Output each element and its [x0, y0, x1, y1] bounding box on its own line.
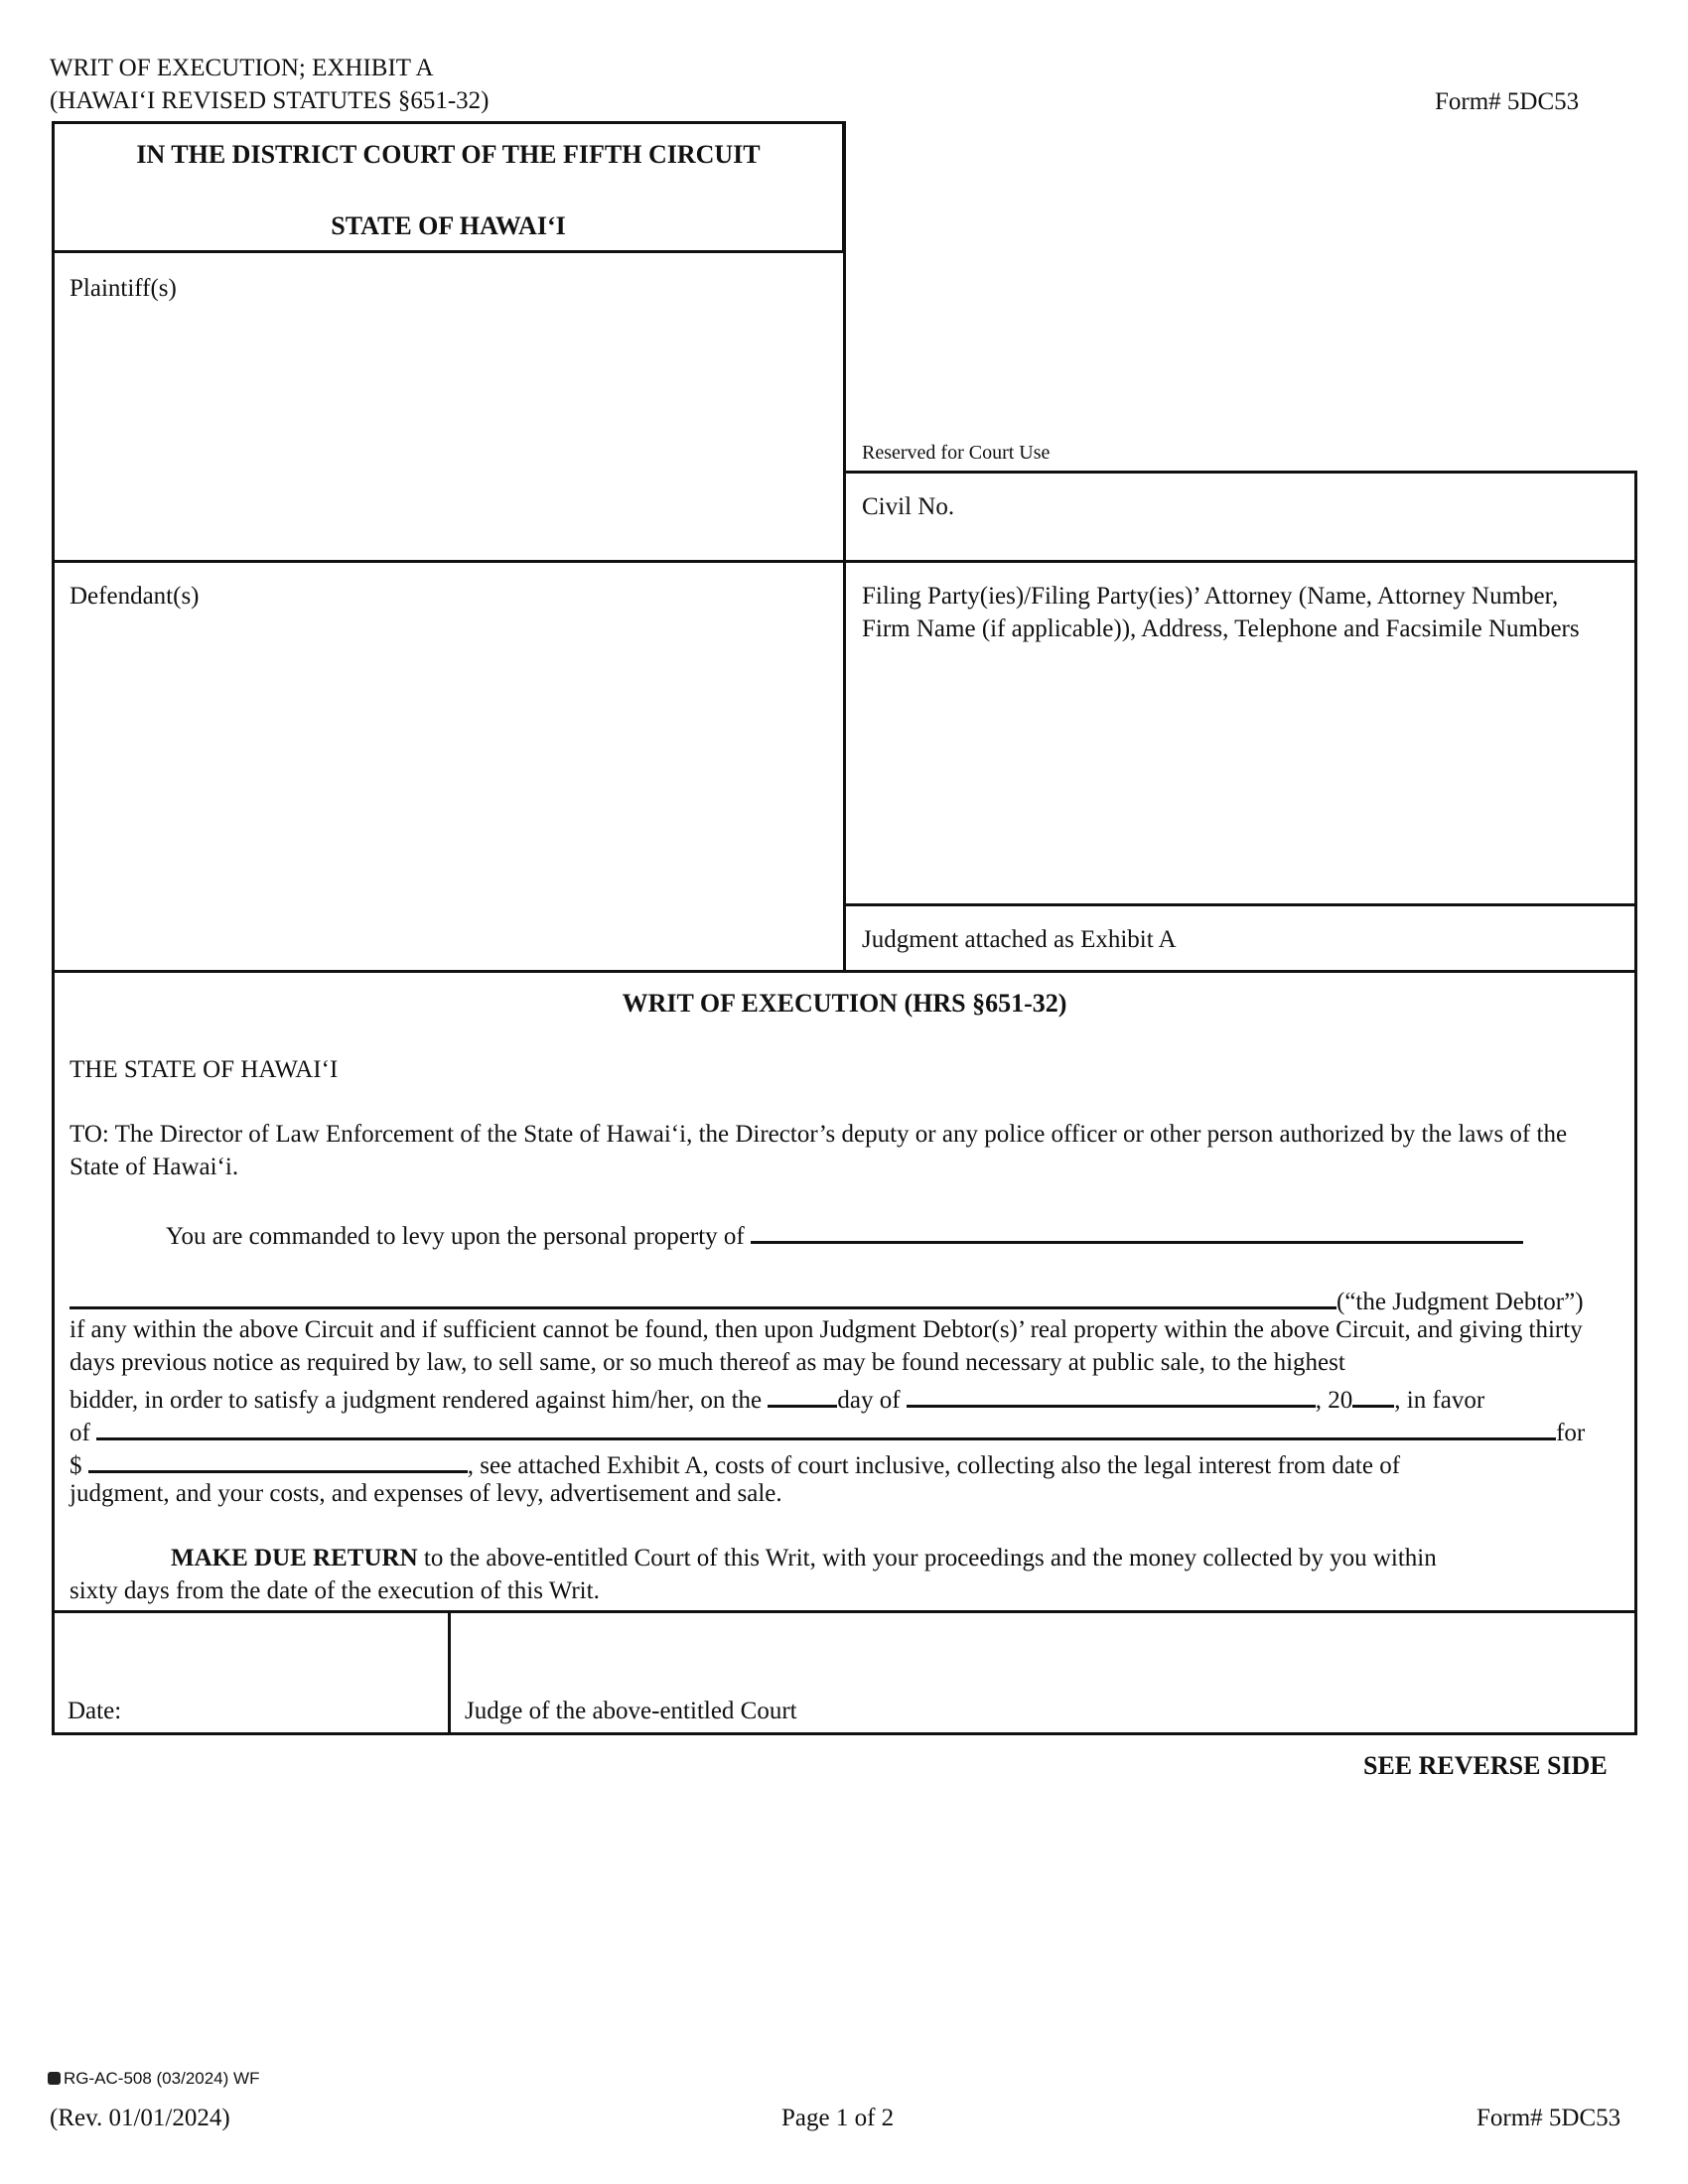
footer-form-code-text: RG-AC-508 (03/2024) WF: [64, 2069, 260, 2088]
make-due-return-line: [171, 1542, 1437, 1574]
form-title-line1: WRIT OF EXECUTION; EXHIBIT A: [50, 55, 434, 81]
footer-form-code: [48, 2068, 259, 2090]
frame-middle-divider: [843, 121, 846, 972]
costs-text-continued: judgment, and your costs, and expenses of levy, advertisement and sale.: [70, 1480, 782, 1507]
judge-signature-label: Judge of the above-entitled Court: [465, 1698, 797, 1724]
date-label: Date:: [68, 1698, 122, 1724]
state-line: THE STATE OF HAWAI‘I: [70, 1056, 339, 1083]
plaintiff-bottom-rule: [52, 560, 1637, 563]
in-favor-text: , in favor: [1394, 1387, 1485, 1414]
civil-no-top-rule: [843, 471, 1637, 474]
defendant-label: Defendant(s): [70, 583, 200, 610]
writ-title: WRIT OF EXECUTION (HRS §651-32): [622, 989, 1067, 1018]
print-icon: [48, 2072, 61, 2085]
form-number-top: Form# 5DC53: [1435, 88, 1580, 115]
form-title-line2: (HAWAI‘I REVISED STATUTES §651-32): [50, 87, 490, 114]
judgment-month-field[interactable]: [907, 1379, 1316, 1408]
footer-form-number: Form# 5DC53: [1477, 2105, 1621, 2131]
amount-field[interactable]: [88, 1444, 468, 1473]
judgment-debtor-field[interactable]: [70, 1281, 1336, 1309]
judgment-attached-top-rule: [843, 903, 1637, 906]
body-paragraph: if any within the above Circuit and if sufficient cannot be found, then upon Judgment Debtor(s)’ real property within the above Circuit, and giving thirty days previous notice as required by law, to sell same, or so much thereof as may be found necessary at public sale, to the highest: [70, 1316, 1583, 1376]
make-due-return-text: to the above-entitled Court of this Writ, with your proceedings and the money collected by you within: [417, 1545, 1437, 1571]
frame-bottom-border: [52, 1732, 1637, 1735]
judgment-debtor-label: (“the Judgment Debtor”): [1336, 1289, 1584, 1315]
court-title-box: [52, 121, 845, 250]
caption-bottom-rule: [52, 970, 1637, 973]
footer-revision: (Rev. 01/01/2024): [50, 2105, 230, 2131]
command-text: You are commanded to levy upon the personal property of: [166, 1223, 745, 1250]
to-paragraph: TO: The Director of Law Enforcement of the State of Hawai‘i, the Director’s deputy or any police officer or other person authorized by the laws of the State of Hawai‘i.: [70, 1121, 1568, 1180]
judgment-day-field[interactable]: [768, 1379, 837, 1408]
dollar-sign: $: [70, 1452, 82, 1479]
of-text: of: [70, 1420, 90, 1446]
judgment-year-field[interactable]: [1352, 1379, 1394, 1408]
court-state: STATE OF HAWAI‘I: [331, 211, 566, 240]
make-due-return-continued: sixty days from the date of the execution of this Writ.: [70, 1577, 600, 1604]
make-due-return-bold: MAKE DUE RETURN: [171, 1545, 418, 1571]
footer-page-number: Page 1 of 2: [781, 2105, 895, 2131]
signature-divider: [448, 1610, 451, 1735]
court-box-bottom-rule: [52, 250, 846, 253]
frame-left-border: [52, 121, 55, 1735]
judgment-attached-label: Judgment attached as Exhibit A: [862, 926, 1177, 953]
reserved-court-use-label: Reserved for Court Use: [862, 442, 1051, 464]
for-text: for: [1556, 1420, 1586, 1446]
see-reverse-side: SEE REVERSE SIDE: [1363, 1751, 1608, 1780]
bidder-text: bidder, in order to satisfy a judgment rendered against him/her, on the: [70, 1387, 763, 1414]
command-line: [166, 1215, 1523, 1253]
frame-right-border: [1634, 471, 1637, 1735]
personal-property-of-field[interactable]: [751, 1215, 1523, 1244]
signature-top-rule: [52, 1610, 1637, 1613]
filing-party-label: Filing Party(ies)/Filing Party(ies)’ Attorney (Name, Attorney Number, Firm Name (if applicable)), Address, Telephone and Facsimile Numbers: [862, 583, 1580, 642]
civil-no-label: Civil No.: [862, 493, 955, 520]
costs-text: , see attached Exhibit A, costs of court inclusive, collecting also the legal interest from date of: [467, 1452, 1401, 1479]
in-favor-of-field[interactable]: [96, 1412, 1556, 1440]
plaintiff-label: Plaintiff(s): [70, 275, 177, 302]
day-of-text: day of: [837, 1387, 901, 1414]
year-prefix: , 20: [1315, 1387, 1353, 1414]
form-title-block: [50, 52, 745, 117]
court-name: IN THE DISTRICT COURT OF THE FIFTH CIRCUIT: [136, 140, 761, 169]
